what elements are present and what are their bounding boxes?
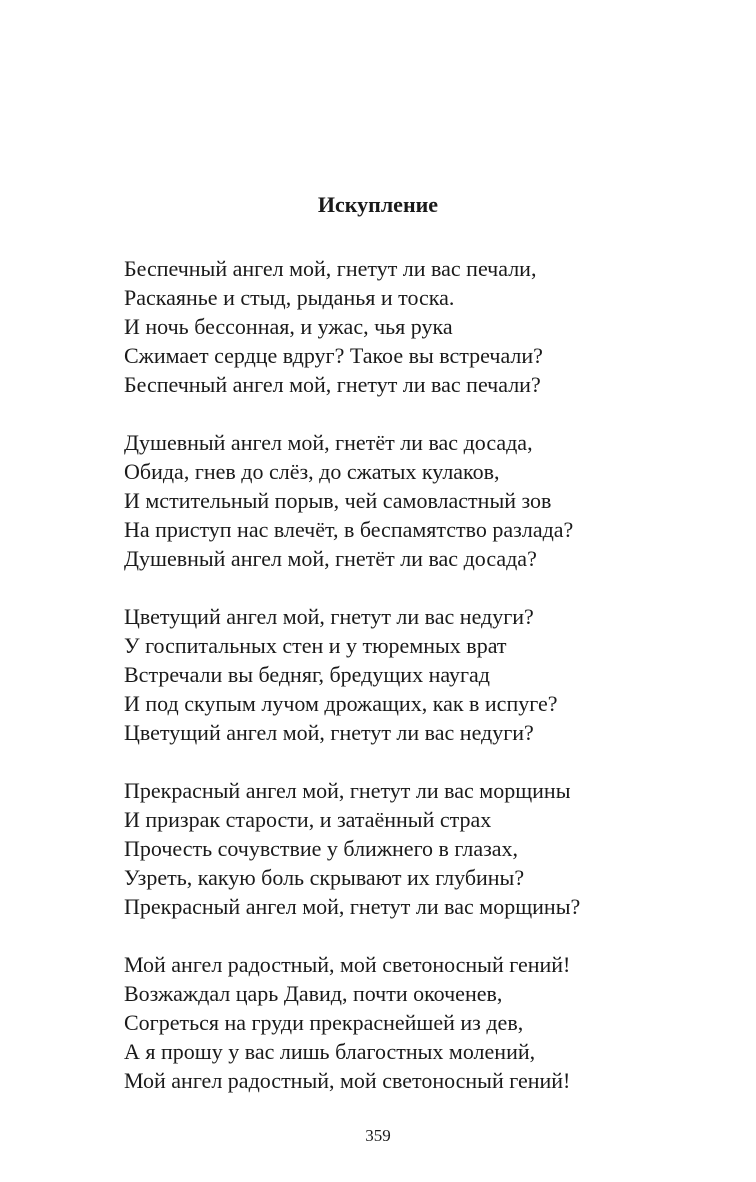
poem-line: И под скупым лучом дрожащих, как в испуге? bbox=[124, 691, 558, 716]
stanza-4 bbox=[124, 776, 724, 921]
poem-title: Искупление bbox=[317, 192, 439, 217]
poem-line: Цветущий ангел мой, гнетут ли вас недуги? bbox=[124, 720, 534, 745]
poem-body bbox=[124, 254, 724, 1095]
poem-line: Мой ангел радостный, мой светоносный гений! bbox=[124, 1068, 571, 1093]
poem-line: И призрак старости, и затаённый страх bbox=[124, 807, 492, 832]
poem-line: Прочесть сочувствие у ближнего в глазах, bbox=[124, 836, 519, 861]
poem-line: А я прошу у вас лишь благостных молений, bbox=[124, 1039, 536, 1064]
poem-line: Прекрасный ангел мой, гнетут ли вас морщины bbox=[124, 778, 571, 803]
poem-line: Согреться на груди прекраснейшей из дев, bbox=[124, 1010, 524, 1035]
poem-line: Беспечный ангел мой, гнетут ли вас печали, bbox=[124, 256, 537, 281]
poem-line: Возжаждал царь Давид, почти окоченев, bbox=[124, 981, 503, 1006]
poem-line: Беспечный ангел мой, гнетут ли вас печали? bbox=[124, 372, 541, 397]
poem-line: Узреть, какую боль скрывают их глубины? bbox=[124, 865, 525, 890]
poem-line: Душевный ангел мой, гнетёт ли вас досада? bbox=[124, 546, 537, 571]
poem-line: У госпитальных стен и у тюремных врат bbox=[124, 633, 507, 658]
stanza-2 bbox=[124, 428, 724, 573]
poem-line: Мой ангел радостный, мой светоносный гений! bbox=[124, 952, 571, 977]
poem-line: На приступ нас влечёт, в беспамятство разлада? bbox=[124, 517, 574, 542]
poem-line: Прекрасный ангел мой, гнетут ли вас морщины? bbox=[124, 894, 581, 919]
stanza-3 bbox=[124, 602, 724, 747]
stanza-5 bbox=[124, 950, 724, 1095]
poem-line: Встречали вы бедняг, бредущих наугад bbox=[124, 662, 490, 687]
page-number: 359 bbox=[365, 1126, 391, 1145]
poem-line: Раскаянье и стыд, рыданья и тоска. bbox=[124, 285, 455, 310]
poem-line: И ночь бессонная, и ужас, чья рука bbox=[124, 314, 453, 339]
poem-line: Сжимает сердце вдруг? Такое вы встречали? bbox=[124, 343, 543, 368]
poem-line: Обида, гнев до слёз, до сжатых кулаков, bbox=[124, 459, 500, 484]
poem-line: И мстительный порыв, чей самовластный зов bbox=[124, 488, 552, 513]
poem-line: Душевный ангел мой, гнетёт ли вас досада, bbox=[124, 430, 533, 455]
poem-line: Цветущий ангел мой, гнетут ли вас недуги? bbox=[124, 604, 534, 629]
stanza-1 bbox=[124, 254, 724, 399]
